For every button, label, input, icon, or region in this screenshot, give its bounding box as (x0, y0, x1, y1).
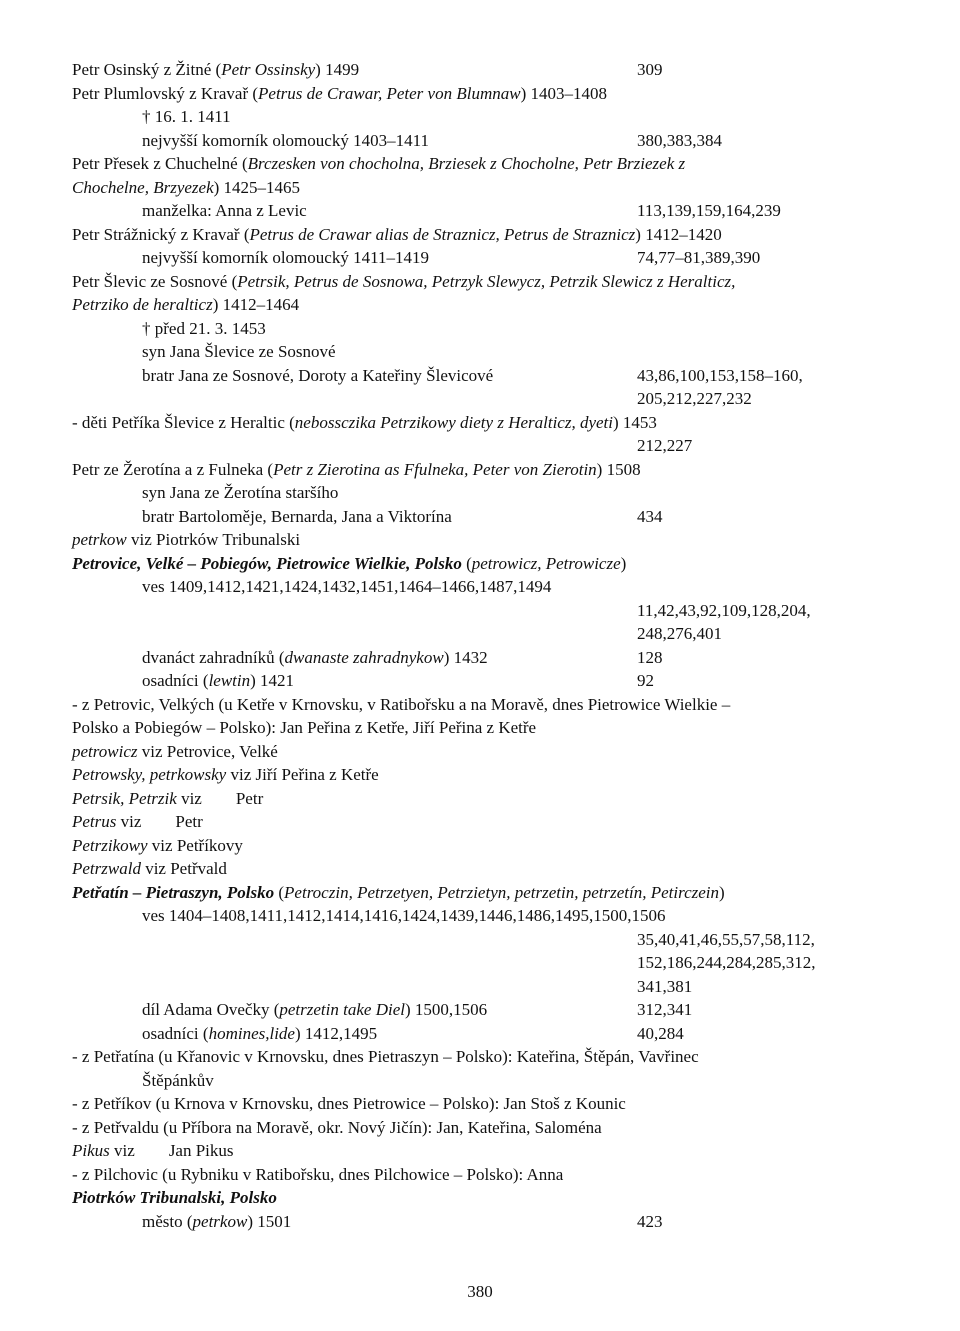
entry-text (72, 554, 626, 573)
original-form: Petr Ossinsky (221, 60, 316, 79)
index-line (72, 505, 872, 529)
entry-segment: Jan Pikus (168, 1141, 234, 1160)
entry-text (72, 1118, 602, 1137)
entry-segment: Petr ze Žerotína a z Fulneka ( (72, 459, 274, 479)
index-line (72, 763, 872, 787)
entry-segment: ) 1501 (247, 1211, 292, 1231)
entry-text (72, 695, 730, 714)
entry-text (142, 1212, 291, 1231)
page-references: 92 (637, 671, 654, 690)
original-form: Brczesken von chocholna, Brziesek z Chocholne, Petr Brziezek z (247, 154, 686, 173)
entry-segment: ves 1409,1412,1421,1424,1432,1451,1464–1466,1487,1494 (142, 577, 552, 596)
original-form: petrowicz (72, 741, 138, 761)
entry-segment: - z Pilchovic (u Rybniku v Ratibořsku, dnes Pilchowice – Polsko): Anna (72, 1164, 564, 1184)
index-line (72, 58, 872, 82)
index-line (72, 1210, 872, 1234)
entry-segment: † 16. 1. 1411 (142, 107, 231, 126)
entry-segment: Petr (235, 788, 264, 808)
index-line (72, 951, 872, 975)
index-line (72, 693, 872, 717)
entry-text (72, 765, 379, 784)
entry-segment: ) 1412–1464 (212, 295, 300, 314)
entry-segment: osadníci ( (142, 671, 209, 690)
entry-segment: ) 1425–1465 (213, 177, 301, 197)
entry-text (142, 577, 551, 596)
original-form: Petrziko de heralticz (72, 295, 213, 314)
page-references: 128 (637, 647, 663, 667)
original-form: Petrus de Crawar, Peter von Blumnaw (258, 83, 521, 103)
entry-text (142, 107, 231, 126)
index-line (72, 82, 872, 106)
entry-segment: - z Petřatína (u Křanovic v Krnovsku, dnes Pietraszyn – Polsko): Kateřina, Štěpán, Vavřinec (72, 1047, 699, 1066)
entry-text (72, 1141, 234, 1160)
index-line (72, 1163, 872, 1187)
page-references: 74,77–81,389,390 (637, 248, 761, 267)
entry-segment: ) 1421 (250, 671, 295, 690)
entry-text (72, 530, 300, 549)
entry-segment: bratr Bartoloměje, Bernarda, Jana a Viktorína (142, 506, 452, 526)
entry-text (142, 1024, 377, 1043)
index-line (72, 810, 872, 834)
entry-text (142, 671, 294, 690)
original-form: lewtin (208, 671, 251, 690)
index-line (72, 552, 872, 576)
page-references: 35,40,41,46,55,57,58,112, (637, 929, 815, 949)
original-form: petrzetin take Diel (279, 1000, 405, 1019)
entry-text (72, 1094, 626, 1113)
entry-text (142, 201, 307, 220)
original-form: petrkow (192, 1211, 248, 1231)
entry-segment: ) 1500,1506 (404, 1000, 488, 1019)
headword: Petrovice, Velké – Pobiegów, Pietrowice Wielkie, Polsko (72, 553, 462, 573)
entry-segment: město ( (142, 1211, 193, 1231)
entry-text (72, 812, 203, 831)
entry-segment: ( (274, 882, 285, 902)
index-line (72, 599, 872, 623)
index-line (72, 199, 872, 223)
entry-text (142, 507, 452, 526)
entry-text (72, 1047, 699, 1066)
index-line (72, 176, 872, 200)
entry-text (72, 1188, 277, 1207)
page-references: 380,383,384 (637, 130, 722, 150)
index-line (72, 716, 872, 740)
original-form: homines,lide (208, 1023, 295, 1043)
entry-segment: ) 1412–1420 (635, 224, 722, 244)
index-line (72, 1116, 872, 1140)
original-form: Petrsik, Petrzik (72, 788, 177, 808)
entry-segment: manželka: Anna z Levic (142, 201, 307, 220)
entry-text (72, 742, 278, 761)
entry-segment: ) 1499 (315, 60, 360, 79)
headword: Petřatín – Pietraszyn, Polsko (72, 882, 275, 902)
index-line (72, 340, 872, 364)
entry-segment: viz Petřvald (140, 859, 227, 878)
index-line (72, 270, 872, 294)
entry-text (142, 342, 336, 361)
index-line (72, 411, 872, 435)
original-form: Petrzikowy (72, 835, 148, 855)
index-line (72, 105, 872, 129)
page-references: 11,42,43,92,109,128,204, (637, 600, 811, 620)
index-line (72, 434, 872, 458)
entry-segment: osadníci ( (142, 1023, 209, 1043)
original-form: dwanaste zahradnykow (284, 647, 444, 667)
index-line (72, 387, 872, 411)
index-line (72, 364, 872, 388)
index-line (72, 740, 872, 764)
index-line (72, 904, 872, 928)
index-line (72, 1022, 872, 1046)
entry-segment: Petr Strážnický z Kravař ( (72, 224, 250, 244)
entry-segment: ( (461, 553, 472, 573)
entry-segment: Petr (175, 812, 203, 831)
original-form: Pikus (72, 1141, 110, 1160)
entry-segment: ) 1453 (613, 412, 657, 432)
entry-text (72, 836, 243, 855)
entry-segment: ) 1403–1408 (520, 83, 607, 103)
original-form: Petrowsky, petrkowsky (72, 765, 227, 784)
entry-segment: Petr Přesek z Chuchelné ( (72, 154, 248, 173)
index-line (72, 669, 872, 693)
entry-segment: † před 21. 3. 1453 (142, 318, 266, 338)
entry-segment: viz Piotrków Tribunalski (126, 530, 301, 549)
entry-text (142, 906, 666, 925)
page-references: 40,284 (637, 1023, 684, 1043)
index-line (72, 1045, 872, 1069)
entry-segment: viz (176, 788, 202, 808)
index-line (72, 246, 872, 270)
index-line (72, 646, 872, 670)
entry-text (142, 648, 488, 667)
page-references: 423 (637, 1211, 663, 1231)
entry-segment: nejvyšší komorník olomoucký 1403–1411 (142, 130, 429, 150)
index-line (72, 293, 872, 317)
entry-segment: Polsko a Pobiegów – Polsko): Jan Peřina z Ketře, Jiří Peřina z Ketře (72, 718, 537, 737)
entry-segment: bratr Jana ze Sosnové, Doroty a Kateřiny Šlevicové (142, 365, 494, 385)
original-form: Petroczin, Petrzetyen, Petrzietyn, petrzetin, petrzetín, Petirczein (284, 882, 720, 902)
original-form: Petrsik, Petrus de Sosnowa, Petrzyk Slewycz, Petrzik Slewicz z Heralticz, (237, 271, 736, 291)
entry-text (142, 1000, 487, 1019)
index-page (72, 58, 872, 1233)
entry-segment: viz Jiří Peřina z Ketře (226, 765, 379, 784)
original-form: Petrus de Crawar alias de Straznicz, Petrus de Straznicz (249, 224, 636, 244)
original-form: Petrus (72, 812, 117, 831)
original-form: Petrzwald (72, 859, 141, 878)
entry-segment: - děti Petříka Šlevice z Heraltic ( (72, 412, 295, 432)
index-line (72, 223, 872, 247)
index-line (72, 834, 872, 858)
index-line (72, 998, 872, 1022)
entry-text (142, 131, 429, 150)
entry-segment: ) (620, 553, 627, 573)
entry-segment: viz (116, 812, 142, 831)
index-line (72, 152, 872, 176)
entry-text (72, 460, 641, 479)
entry-text (142, 366, 493, 385)
entry-text (72, 178, 300, 197)
index-line (72, 1092, 872, 1116)
index-line (72, 575, 872, 599)
entry-segment: Petr Plumlovský z Kravař ( (72, 83, 259, 103)
index-line (72, 1069, 872, 1093)
entry-text (72, 272, 735, 291)
entry-segment: - z Petřvaldu (u Příbora na Moravě, okr. Nový Jičín): Jan, Kateřina, Saloména (72, 1117, 602, 1137)
entry-segment: syn Jana Šlevice ze Sosnové (142, 342, 336, 361)
index-line (72, 1186, 872, 1210)
index-line (72, 481, 872, 505)
entry-segment: viz Petrovice, Velké (137, 741, 278, 761)
entry-text (142, 248, 429, 267)
page-references: 309 (637, 60, 663, 79)
index-line (72, 881, 872, 905)
entry-segment: díl Adama Ovečky ( (142, 1000, 280, 1019)
entry-text (142, 483, 338, 502)
entry-text (72, 154, 685, 173)
page-references: 113,139,159,164,239 (637, 201, 781, 220)
entry-segment: - z Petříkov (u Krnova v Krnovsku, dnes Pietrowice – Polsko): Jan Stoš z Kounic (72, 1094, 626, 1113)
entry-text (72, 295, 299, 314)
original-form: petrowicz, Petrowicze (471, 553, 621, 573)
entry-segment: ) 1412,1495 (294, 1023, 378, 1043)
entry-text (72, 859, 227, 878)
page-references: 205,212,227,232 (637, 389, 752, 408)
entry-segment: Petr Osinský z Žitné ( (72, 60, 222, 79)
entry-segment: syn Jana ze Žerotína staršího (142, 483, 339, 502)
index-line (72, 928, 872, 952)
entry-text (142, 1071, 214, 1090)
entry-segment: Petr Šlevic ze Sosnové ( (72, 271, 238, 291)
original-form: nebossczika Petrzikowy diety z Heralticz, dyeti (294, 412, 613, 432)
page-references: 312,341 (637, 1000, 693, 1019)
page-references: 341,381 (637, 976, 693, 996)
index-line (72, 528, 872, 552)
entry-text (72, 84, 607, 103)
entry-text (72, 718, 536, 737)
entry-text (142, 319, 266, 338)
entry-text (72, 60, 359, 79)
index-line (72, 129, 872, 153)
original-form: Chochelne, Brzyezek (72, 177, 214, 197)
entry-segment: viz (109, 1141, 135, 1160)
page-references: 212,227 (637, 436, 693, 455)
index-line (72, 1139, 872, 1163)
entry-text (72, 413, 657, 432)
index-line (72, 857, 872, 881)
entry-segment: nejvyšší komorník olomoucký 1411–1419 (142, 248, 429, 267)
index-line (72, 975, 872, 999)
entry-segment: ) 1432 (443, 647, 488, 667)
entry-segment: ves 1404–1408,1411,1412,1414,1416,1424,1439,1446,1486,1495,1500,1506 (142, 906, 666, 925)
entry-text (72, 883, 725, 902)
entry-segment: ) 1508 (596, 459, 641, 479)
index-line (72, 787, 872, 811)
page-references: 248,276,401 (637, 624, 722, 643)
entry-segment: dvanáct zahradníků ( (142, 647, 285, 667)
page-references: 434 (637, 506, 663, 526)
headword: Piotrków Tribunalski, Polsko (72, 1188, 277, 1207)
page-references: 43,86,100,153,158–160, (637, 365, 803, 385)
original-form: Petr z Zierotina as Ffulneka, Peter von Zierotin (273, 459, 597, 479)
entry-text (72, 1165, 563, 1184)
entry-segment: - z Petrovic, Velkých (u Ketře v Krnovsku, v Ratibořsku a na Moravě, dnes Pietrowice Wielkie – (72, 694, 731, 714)
entry-segment: viz Petříkovy (147, 835, 243, 855)
index-line (72, 622, 872, 646)
index-line (72, 458, 872, 482)
page-references: 152,186,244,284,285,312, (637, 953, 816, 972)
entry-segment: Štěpánkův (142, 1070, 214, 1090)
page-number: 380 (467, 1282, 493, 1301)
entry-text (72, 225, 722, 244)
entry-segment: ) (719, 882, 725, 902)
index-line (72, 317, 872, 341)
entry-text (72, 789, 263, 808)
original-form: petrkow (72, 530, 127, 549)
